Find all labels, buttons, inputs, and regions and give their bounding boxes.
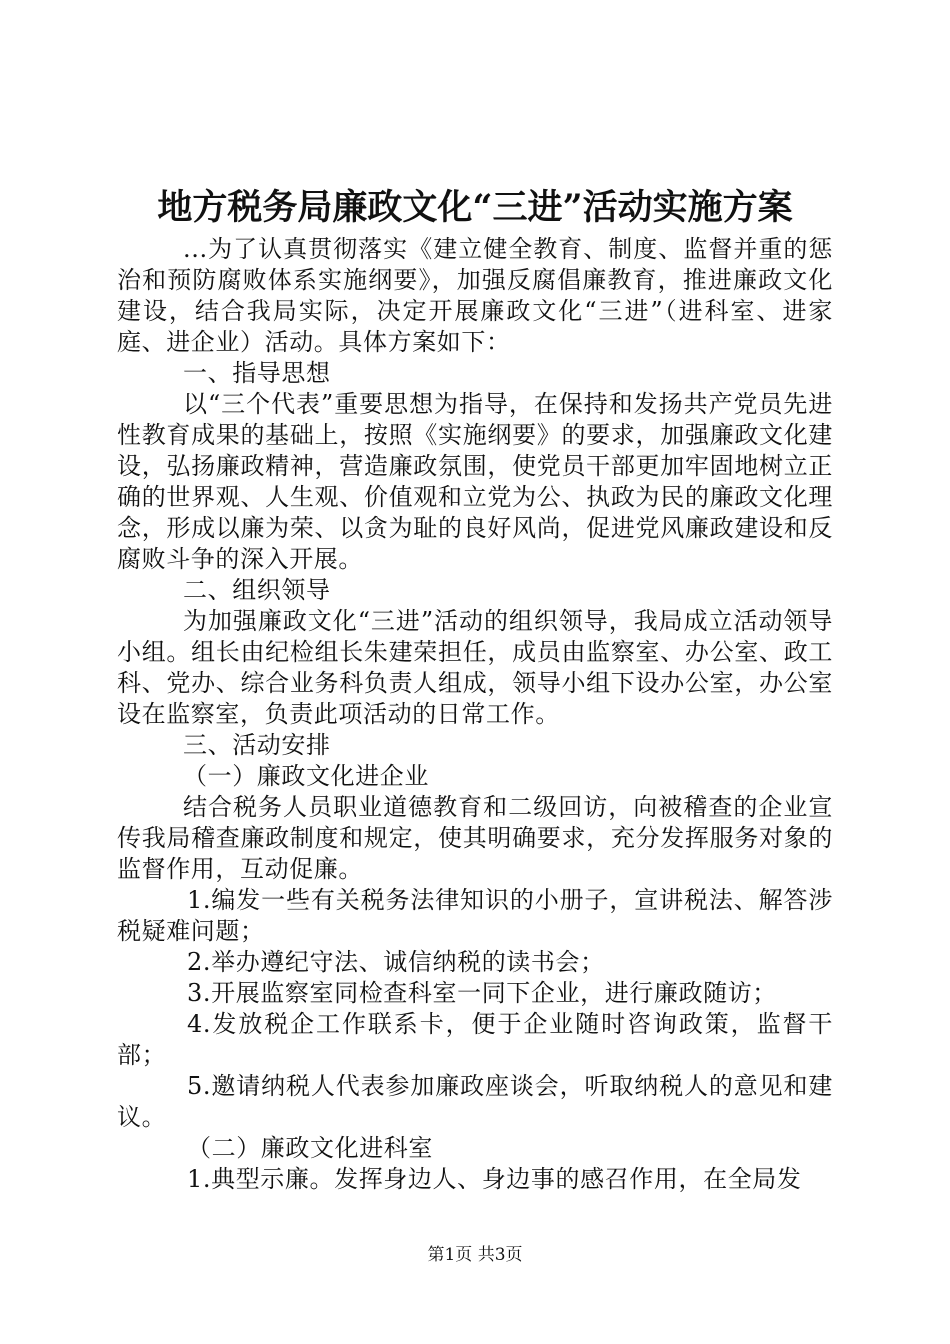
paragraph-intro: ...为了认真贯彻落实《建立健全教育、制度、监督并重的惩治和预防腐败体系实施纲要》，加强反腐倡廉教育，推进廉政文化建设，结合我局实际，决定开展廉政文化“三进”（进科室、进家庭、进企业）活动。具体方案如下： — [117, 235, 833, 356]
paragraph-organization: 为加强廉政文化“三进”活动的组织领导，我局成立活动领导小组。组长由纪检组长朱建荣担任，成员由监察室、办公室、政工科、党办、综合业务科负责人组成，领导小组下设办公室，办公室设在监察室，负责此项活动的日常工作。 — [117, 607, 833, 728]
heading-activity-arrangement: 三、活动安排 — [183, 731, 331, 759]
list-item-5: 5.邀请纳税人代表参加廉政座谈会，听取纳税人的意见和建议。 — [117, 1072, 833, 1131]
paragraph-guiding-ideology: 以“三个代表”重要思想为指导，在保持和发扬共产党员先进性教育成果的基础上，按照《实施纲要》的要求，加强廉政文化建设，弘扬廉政精神，营造廉政氛围，使党员干部更加牢固地树立正确的世界观、人生观、价值观和立党为公、执政为民的廉政文化理念，形成以廉为荣、以贪为耻的良好风尚，促进党风廉政建设和反腐败斗争的深入开展。 — [117, 390, 833, 573]
subheading-office: （二）廉政文化进科室 — [187, 1134, 433, 1162]
list-item-4: 4.发放税企工作联系卡，便于企业随时咨询政策，监督干部； — [117, 1010, 833, 1069]
list-item-3: 3.开展监察室同检查科室一同下企业，进行廉政随访； — [187, 979, 777, 1007]
page-footer: 第1页 共3页 — [427, 1245, 523, 1265]
subheading-enterprise: （一）廉政文化进企业 — [183, 762, 429, 790]
heading-guiding-ideology: 一、指导思想 — [183, 359, 331, 387]
heading-organization: 二、组织领导 — [183, 576, 331, 604]
list-item-1: 1.编发一些有关税务法律知识的小册子，宣讲税法、解答涉税疑难问题； — [117, 886, 833, 945]
list-item-2: 2.举办遵纪守法、诚信纳税的读书会； — [187, 948, 605, 976]
document-title: 地方税务局廉政文化“三进”活动实施方案 — [157, 187, 793, 228]
document-body — [117, 234, 833, 1195]
paragraph-enterprise: 结合税务人员职业道德教育和二级回访，向被稽查的企业宣传我局稽查廉政制度和规定，使其明确要求，充分发挥服务对象的监督作用，互动促廉。 — [117, 793, 833, 883]
list-item-office-1: 1.典型示廉。发挥身边人、身边事的感召作用，在全局发 — [187, 1165, 802, 1193]
